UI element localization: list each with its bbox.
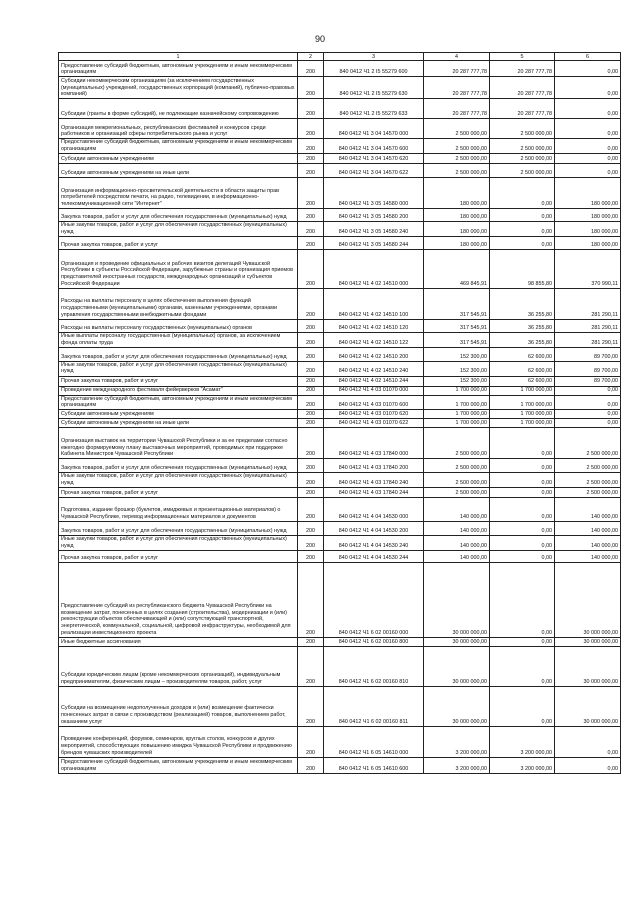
row-section-cell: 200 — [298, 473, 324, 488]
row-section-cell: 200 — [298, 395, 324, 410]
row-amount-col5-cell: 2 500 000,00 — [490, 119, 555, 139]
column-header-4: 4 — [424, 53, 490, 61]
row-section-cell: 200 — [298, 222, 324, 237]
row-name-cell: Субсидии автономным учреждениям — [59, 154, 298, 164]
row-amount-col5-cell: 0,00 — [490, 536, 555, 551]
table-row — [59, 319, 621, 332]
row-code-cell: 840 0412 Ч1 4 02 14510 240 — [324, 361, 424, 376]
row-code-cell: 840 0412 Ч1 4 04 14530 200 — [324, 522, 424, 536]
row-amount-col6-cell: 30 000 000,00 — [555, 646, 621, 686]
row-amount-total-cell: 140 000,00 — [424, 522, 490, 536]
table-row — [59, 536, 621, 551]
row-amount-col6-cell: 2 500 000,00 — [555, 428, 621, 459]
row-amount-total-cell: 1 700 000,00 — [424, 386, 490, 395]
row-amount-col6-cell: 370 990,11 — [555, 249, 621, 288]
row-code-cell: 840 0412 Ч1 4 03 17840 000 — [324, 428, 424, 459]
row-code-cell: 840 0412 Ч1 4 03 17840 200 — [324, 459, 424, 473]
row-section-cell: 200 — [298, 249, 324, 288]
row-section-cell: 200 — [298, 522, 324, 536]
row-code-cell: 840 0412 Ч1 6 05 14610 000 — [324, 726, 424, 757]
row-name-cell: Закупка товаров, работ и услуг для обеспечения государственных (муниципальных) нужд — [59, 209, 298, 222]
row-name-cell: Организация информационно-просветительской деятельности в области защиты прав потребителей посредством печати, на радио, телевидении, в информационно-телекоммуникационной сети "Интернет" — [59, 178, 298, 209]
row-amount-col5-cell: 1 700 000,00 — [490, 386, 555, 395]
table-row — [59, 488, 621, 498]
row-code-cell: 840 0412 Ч1 4 04 14530 000 — [324, 498, 424, 522]
table-row — [59, 726, 621, 757]
budget-table — [58, 52, 621, 774]
column-header-6: 6 — [555, 53, 621, 61]
table-row — [59, 386, 621, 395]
row-amount-total-cell: 30 000 000,00 — [424, 686, 490, 726]
row-section-cell: 200 — [298, 562, 324, 637]
table-row — [59, 361, 621, 376]
row-section-cell: 200 — [298, 164, 324, 178]
row-amount-col5-cell: 20 287 777,78 — [490, 99, 555, 119]
row-name-cell: Закупка товаров, работ и услуг для обеспечения государственных (муниципальных) нужд — [59, 347, 298, 361]
row-amount-col6-cell: 0,00 — [555, 139, 621, 154]
table-row — [59, 459, 621, 473]
row-name-cell: Предоставление субсидий из республиканского бюджета Чувашской Республики на возмещение затрат, понесенных в целях создания (строительства), модернизации и (или) реконструкции объектов обеспечивающей и (или) сопутствующей транспортной, энергетической, коммунальной, социальной, цифровой инфраструктуры, необходимой для реализации инвестиционного проекта — [59, 562, 298, 637]
row-amount-col6-cell: 140 000,00 — [555, 550, 621, 562]
row-section-cell: 200 — [298, 410, 324, 419]
row-section-cell: 200 — [298, 637, 324, 646]
row-amount-col6-cell: 0,00 — [555, 119, 621, 139]
row-amount-col5-cell: 0,00 — [490, 488, 555, 498]
row-amount-total-cell: 30 000 000,00 — [424, 562, 490, 637]
row-amount-col5-cell: 62 600,00 — [490, 361, 555, 376]
row-amount-col5-cell: 0,00 — [490, 459, 555, 473]
row-code-cell: 840 0412 Ч1 6 02 00160 811 — [324, 686, 424, 726]
row-amount-total-cell: 152 300,00 — [424, 347, 490, 361]
row-section-cell: 200 — [298, 139, 324, 154]
row-amount-total-cell: 2 500 000,00 — [424, 473, 490, 488]
row-code-cell: 840 0412 Ч1 3 04 14570 622 — [324, 164, 424, 178]
row-amount-col6-cell: 281 290,11 — [555, 288, 621, 319]
row-amount-total-cell: 2 500 000,00 — [424, 119, 490, 139]
row-amount-total-cell: 2 500 000,00 — [424, 139, 490, 154]
row-code-cell: 840 0412 Ч1 4 03 17840 244 — [324, 488, 424, 498]
page-number: 90 — [314, 34, 325, 44]
row-amount-col6-cell: 2 500 000,00 — [555, 459, 621, 473]
table-row — [59, 522, 621, 536]
row-section-cell: 200 — [298, 386, 324, 395]
table-row — [59, 473, 621, 488]
row-amount-col6-cell: 2 500 000,00 — [555, 488, 621, 498]
table-row — [59, 209, 621, 222]
row-amount-col5-cell: 36 255,80 — [490, 288, 555, 319]
row-name-cell: Иные закупки товаров, работ и услуг для обеспечения государственных (муниципальных) нужд — [59, 361, 298, 376]
row-name-cell: Субсидии некоммерческим организациям (за исключением государственных (муниципальных) учреждений, государственных корпораций (компаний), публично-правовых компаний) — [59, 77, 298, 99]
row-section-cell: 200 — [298, 757, 324, 773]
row-amount-total-cell: 2 500 000,00 — [424, 428, 490, 459]
row-code-cell: 840 0412 Ч1 4 02 14510 200 — [324, 347, 424, 361]
table-row — [59, 99, 621, 119]
row-amount-total-cell: 317 545,91 — [424, 288, 490, 319]
row-section-cell: 200 — [298, 459, 324, 473]
row-amount-total-cell: 20 287 777,78 — [424, 99, 490, 119]
row-amount-col5-cell: 1 700 000,00 — [490, 419, 555, 428]
row-section-cell: 200 — [298, 498, 324, 522]
row-code-cell: 840 0412 Ч1 3 05 14580 240 — [324, 222, 424, 237]
table-row — [59, 347, 621, 361]
row-amount-col6-cell: 0,00 — [555, 77, 621, 99]
row-name-cell: Иные закупки товаров, работ и услуг для обеспечения государственных (муниципальных) нужд — [59, 222, 298, 237]
row-section-cell: 200 — [298, 99, 324, 119]
row-amount-col5-cell: 1 700 000,00 — [490, 410, 555, 419]
row-amount-col6-cell: 140 000,00 — [555, 522, 621, 536]
row-name-cell: Организация выставок на территории Чувашской Республики и за ее пределами согласно ежегодно формируемому плану выставочных мероприятий, проводимых при поддержке Кабинета Министров Чувашской Республики — [59, 428, 298, 459]
row-amount-total-cell: 2 500 000,00 — [424, 154, 490, 164]
row-amount-col6-cell: 140 000,00 — [555, 498, 621, 522]
row-amount-col5-cell: 62 600,00 — [490, 347, 555, 361]
row-name-cell: Субсидии автономным учреждениям на иные цели — [59, 419, 298, 428]
row-amount-col6-cell: 0,00 — [555, 757, 621, 773]
column-header-2: 2 — [298, 53, 324, 61]
row-code-cell: 840 0412 Ч1 6 02 00160 810 — [324, 646, 424, 686]
row-section-cell: 200 — [298, 488, 324, 498]
row-amount-col6-cell: 180 000,00 — [555, 178, 621, 209]
row-amount-col6-cell: 180 000,00 — [555, 209, 621, 222]
row-name-cell: Прочая закупка товаров, работ и услуг — [59, 550, 298, 562]
row-amount-col6-cell: 0,00 — [555, 386, 621, 395]
row-amount-total-cell: 469 845,91 — [424, 249, 490, 288]
table-row — [59, 395, 621, 410]
row-code-cell: 840 0412 Ч1 2 I5 55279 633 — [324, 99, 424, 119]
row-amount-col5-cell: 3 200 000,00 — [490, 757, 555, 773]
row-amount-total-cell: 180 000,00 — [424, 209, 490, 222]
row-amount-total-cell: 2 500 000,00 — [424, 164, 490, 178]
row-section-cell: 200 — [298, 686, 324, 726]
row-amount-col6-cell: 30 000 000,00 — [555, 637, 621, 646]
table-row — [59, 562, 621, 637]
row-amount-col6-cell: 2 500 000,00 — [555, 473, 621, 488]
row-amount-col6-cell: 0,00 — [555, 164, 621, 178]
row-code-cell: 840 0412 Ч1 4 03 01070 000 — [324, 386, 424, 395]
row-code-cell: 840 0412 Ч1 4 02 14510 244 — [324, 376, 424, 386]
row-amount-col6-cell: 89 700,00 — [555, 347, 621, 361]
table-row — [59, 428, 621, 459]
row-code-cell: 840 0412 Ч1 6 02 00160 800 — [324, 637, 424, 646]
row-amount-col6-cell: 0,00 — [555, 99, 621, 119]
row-amount-col5-cell: 0,00 — [490, 473, 555, 488]
row-section-cell: 200 — [298, 332, 324, 347]
row-code-cell: 840 0412 Ч1 3 05 14580 000 — [324, 178, 424, 209]
row-section-cell: 200 — [298, 646, 324, 686]
row-amount-col5-cell: 0,00 — [490, 550, 555, 562]
row-section-cell: 200 — [298, 119, 324, 139]
row-amount-total-cell: 20 287 777,78 — [424, 77, 490, 99]
row-name-cell: Расходы на выплаты персоналу в целях обеспечения выполнения функций государственными (муниципальными) органами, казенными учреждениями, органами управления государственными внебюджетными фондами — [59, 288, 298, 319]
table-row — [59, 288, 621, 319]
row-amount-total-cell: 2 500 000,00 — [424, 459, 490, 473]
row-amount-col5-cell: 0,00 — [490, 498, 555, 522]
row-name-cell: Организация межрегиональных, республиканских фестивалей и конкурсов среди работников и организаций сферы потребительского рынка и услуг — [59, 119, 298, 139]
row-name-cell: Предоставление субсидий бюджетным, автономным учреждениям и иным некоммерческим организациям — [59, 395, 298, 410]
table-row — [59, 236, 621, 249]
row-name-cell: Субсидии на возмещение недополученных доходов и (или) возмещение фактически понесенных затрат в связи с производством (реализацией) товаров, выполнением работ, оказанием услуг — [59, 686, 298, 726]
row-name-cell: Иные выплаты персоналу государственных (муниципальных) органов, за исключением фонда оплаты труда — [59, 332, 298, 347]
row-amount-col6-cell: 30 000 000,00 — [555, 562, 621, 637]
row-section-cell: 200 — [298, 209, 324, 222]
row-amount-total-cell: 3 200 000,00 — [424, 757, 490, 773]
row-name-cell: Прочая закупка товаров, работ и услуг — [59, 488, 298, 498]
row-name-cell: Субсидии автономным учреждениям — [59, 410, 298, 419]
row-amount-total-cell: 180 000,00 — [424, 178, 490, 209]
row-amount-total-cell: 1 700 000,00 — [424, 410, 490, 419]
row-name-cell: Субсидии (гранты в форме субсидий), не подлежащие казначейскому сопровождению — [59, 99, 298, 119]
row-amount-col5-cell: 1 700 000,00 — [490, 395, 555, 410]
row-section-cell: 200 — [298, 536, 324, 551]
row-amount-col6-cell: 0,00 — [555, 154, 621, 164]
table-row — [59, 498, 621, 522]
row-amount-total-cell: 30 000 000,00 — [424, 646, 490, 686]
column-header-3: 3 — [324, 53, 424, 61]
table-row — [59, 646, 621, 686]
row-amount-total-cell: 152 300,00 — [424, 376, 490, 386]
table-row — [59, 119, 621, 139]
row-amount-col5-cell: 0,00 — [490, 646, 555, 686]
row-section-cell: 200 — [298, 154, 324, 164]
row-name-cell: Организация и проведение официальных и рабочих визитов делегаций Чувашской Республики в субъекты Российской Федерации, зарубежные страны и организация приемов представителей иностранных государств, международных организаций и субъектов Российской Федерации — [59, 249, 298, 288]
row-amount-total-cell: 317 545,91 — [424, 319, 490, 332]
row-name-cell: Субсидии юридическим лицам (кроме некоммерческих организаций), индивидуальным предпринимателям, физическим лицам – производителям товаров, работ, услуг — [59, 646, 298, 686]
row-code-cell: 840 0412 Ч1 4 03 01070 600 — [324, 395, 424, 410]
row-amount-col5-cell: 0,00 — [490, 686, 555, 726]
table-row — [59, 154, 621, 164]
table-row — [59, 222, 621, 237]
row-code-cell: 840 0412 Ч1 4 03 01070 622 — [324, 419, 424, 428]
row-code-cell: 840 0412 Ч1 4 02 14510 100 — [324, 288, 424, 319]
row-amount-col6-cell: 281 290,11 — [555, 332, 621, 347]
row-amount-total-cell: 180 000,00 — [424, 236, 490, 249]
row-amount-col6-cell: 180 000,00 — [555, 236, 621, 249]
row-name-cell: Предоставление субсидий бюджетным, автономным учреждениям и иным некоммерческим организациям — [59, 757, 298, 773]
row-code-cell: 840 0412 Ч1 3 04 14570 620 — [324, 154, 424, 164]
table-row — [59, 77, 621, 99]
row-amount-col6-cell: 140 000,00 — [555, 536, 621, 551]
row-code-cell: 840 0412 Ч1 4 02 14510 122 — [324, 332, 424, 347]
row-name-cell: Предоставление субсидий бюджетным, автономным учреждениям и иным некоммерческим организациям — [59, 139, 298, 154]
row-section-cell: 200 — [298, 726, 324, 757]
row-name-cell: Прочая закупка товаров, работ и услуг — [59, 376, 298, 386]
row-amount-col5-cell: 36 255,80 — [490, 319, 555, 332]
table-row — [59, 61, 621, 77]
row-name-cell: Проведение международного фестиваля фейерверков "Асамат" — [59, 386, 298, 395]
row-section-cell: 200 — [298, 428, 324, 459]
row-amount-col5-cell: 3 200 000,00 — [490, 726, 555, 757]
row-code-cell: 840 0412 Ч1 3 04 14570 600 — [324, 139, 424, 154]
row-amount-col6-cell: 0,00 — [555, 61, 621, 77]
row-amount-total-cell: 317 545,91 — [424, 332, 490, 347]
row-name-cell: Закупка товаров, работ и услуг для обеспечения государственных (муниципальных) нужд — [59, 522, 298, 536]
row-amount-col5-cell: 98 855,80 — [490, 249, 555, 288]
row-amount-col6-cell: 89 700,00 — [555, 376, 621, 386]
row-amount-total-cell: 152 300,00 — [424, 361, 490, 376]
row-name-cell: Подготовка, издание брошюр (буклетов, имиджевых и презентационных материалов) о Чувашской Республике, перевод информационных материалов и документов — [59, 498, 298, 522]
table-row — [59, 637, 621, 646]
row-amount-col5-cell: 0,00 — [490, 522, 555, 536]
row-amount-col5-cell: 0,00 — [490, 222, 555, 237]
row-amount-total-cell: 140 000,00 — [424, 498, 490, 522]
row-amount-col6-cell: 30 000 000,00 — [555, 686, 621, 726]
row-amount-total-cell: 30 000 000,00 — [424, 637, 490, 646]
row-name-cell: Расходы на выплаты персоналу государственных (муниципальных) органов — [59, 319, 298, 332]
row-amount-total-cell: 140 000,00 — [424, 536, 490, 551]
table-row — [59, 249, 621, 288]
table-row — [59, 550, 621, 562]
table-row — [59, 419, 621, 428]
row-amount-col6-cell: 0,00 — [555, 726, 621, 757]
row-code-cell: 840 0412 Ч1 4 04 14530 240 — [324, 536, 424, 551]
row-section-cell: 200 — [298, 236, 324, 249]
row-amount-total-cell: 20 287 777,78 — [424, 61, 490, 77]
row-code-cell: 840 0412 Ч1 4 03 17840 240 — [324, 473, 424, 488]
row-code-cell: 840 0412 Ч1 4 03 01070 620 — [324, 410, 424, 419]
row-section-cell: 200 — [298, 347, 324, 361]
row-name-cell: Предоставление субсидий бюджетным, автономным учреждениям и иным некоммерческим организациям — [59, 61, 298, 77]
row-amount-col6-cell: 0,00 — [555, 410, 621, 419]
row-section-cell: 200 — [298, 61, 324, 77]
row-amount-col5-cell: 2 500 000,00 — [490, 139, 555, 154]
row-amount-col6-cell: 89 700,00 — [555, 361, 621, 376]
row-amount-col5-cell: 0,00 — [490, 637, 555, 646]
table-row — [59, 332, 621, 347]
row-section-cell: 200 — [298, 550, 324, 562]
row-section-cell: 200 — [298, 288, 324, 319]
row-code-cell: 840 0412 Ч1 3 05 14580 200 — [324, 209, 424, 222]
row-name-cell: Иные закупки товаров, работ и услуг для обеспечения государственных (муниципальных) нужд — [59, 473, 298, 488]
row-name-cell: Иные бюджетные ассигнования — [59, 637, 298, 646]
row-code-cell: 840 0412 Ч1 3 04 14570 000 — [324, 119, 424, 139]
row-code-cell: 840 0412 Ч1 4 02 14510 000 — [324, 249, 424, 288]
row-amount-col5-cell: 20 287 777,78 — [490, 61, 555, 77]
row-section-cell: 200 — [298, 178, 324, 209]
row-section-cell: 200 — [298, 419, 324, 428]
row-name-cell: Проведение конференций, форумов, семинаров, круглых столов, конкурсов и других мероприятий, способствующих повышению имиджа Чувашской Республики и продвижению брендов чувашских производителей — [59, 726, 298, 757]
row-amount-col5-cell: 0,00 — [490, 236, 555, 249]
row-amount-total-cell: 3 200 000,00 — [424, 726, 490, 757]
row-section-cell: 200 — [298, 361, 324, 376]
table-row — [59, 410, 621, 419]
row-amount-col6-cell: 0,00 — [555, 395, 621, 410]
row-amount-total-cell: 180 000,00 — [424, 222, 490, 237]
table-row — [59, 757, 621, 773]
row-amount-total-cell: 1 700 000,00 — [424, 395, 490, 410]
row-amount-total-cell: 140 000,00 — [424, 550, 490, 562]
row-amount-col5-cell: 20 287 777,78 — [490, 77, 555, 99]
table-row — [59, 686, 621, 726]
row-amount-col5-cell: 0,00 — [490, 178, 555, 209]
table-row — [59, 376, 621, 386]
table-row — [59, 139, 621, 154]
row-code-cell: 840 0412 Ч1 4 02 14510 120 — [324, 319, 424, 332]
row-code-cell: 840 0412 Ч1 6 02 00160 000 — [324, 562, 424, 637]
row-name-cell: Субсидии автономным учреждениям на иные цели — [59, 164, 298, 178]
row-name-cell: Закупка товаров, работ и услуг для обеспечения государственных (муниципальных) нужд — [59, 459, 298, 473]
row-amount-col6-cell: 180 000,00 — [555, 222, 621, 237]
row-amount-col5-cell: 2 500 000,00 — [490, 154, 555, 164]
column-header-5: 5 — [490, 53, 555, 61]
row-amount-col5-cell: 2 500 000,00 — [490, 164, 555, 178]
row-section-cell: 200 — [298, 77, 324, 99]
row-section-cell: 200 — [298, 376, 324, 386]
table-row — [59, 178, 621, 209]
row-amount-col5-cell: 0,00 — [490, 209, 555, 222]
row-section-cell: 200 — [298, 319, 324, 332]
row-name-cell: Прочая закупка товаров, работ и услуг — [59, 236, 298, 249]
row-amount-total-cell: 1 700 000,00 — [424, 419, 490, 428]
row-amount-col6-cell: 0,00 — [555, 419, 621, 428]
row-amount-col5-cell: 62 600,00 — [490, 376, 555, 386]
row-amount-col5-cell: 36 255,80 — [490, 332, 555, 347]
row-name-cell: Иные закупки товаров, работ и услуг для обеспечения государственных (муниципальных) нужд — [59, 536, 298, 551]
row-code-cell: 840 0412 Ч1 2 I5 55279 630 — [324, 77, 424, 99]
row-amount-col6-cell: 281 290,11 — [555, 319, 621, 332]
row-code-cell: 840 0412 Ч1 6 05 14610 600 — [324, 757, 424, 773]
row-amount-col5-cell: 0,00 — [490, 428, 555, 459]
row-code-cell: 840 0412 Ч1 3 05 14580 244 — [324, 236, 424, 249]
table-row — [59, 164, 621, 178]
row-amount-col5-cell: 0,00 — [490, 562, 555, 637]
row-code-cell: 840 0412 Ч1 2 I5 55279 600 — [324, 61, 424, 77]
table-header-row — [59, 53, 621, 61]
row-amount-total-cell: 2 500 000,00 — [424, 488, 490, 498]
column-header-1: 1 — [59, 53, 298, 61]
row-code-cell: 840 0412 Ч1 4 04 14530 244 — [324, 550, 424, 562]
